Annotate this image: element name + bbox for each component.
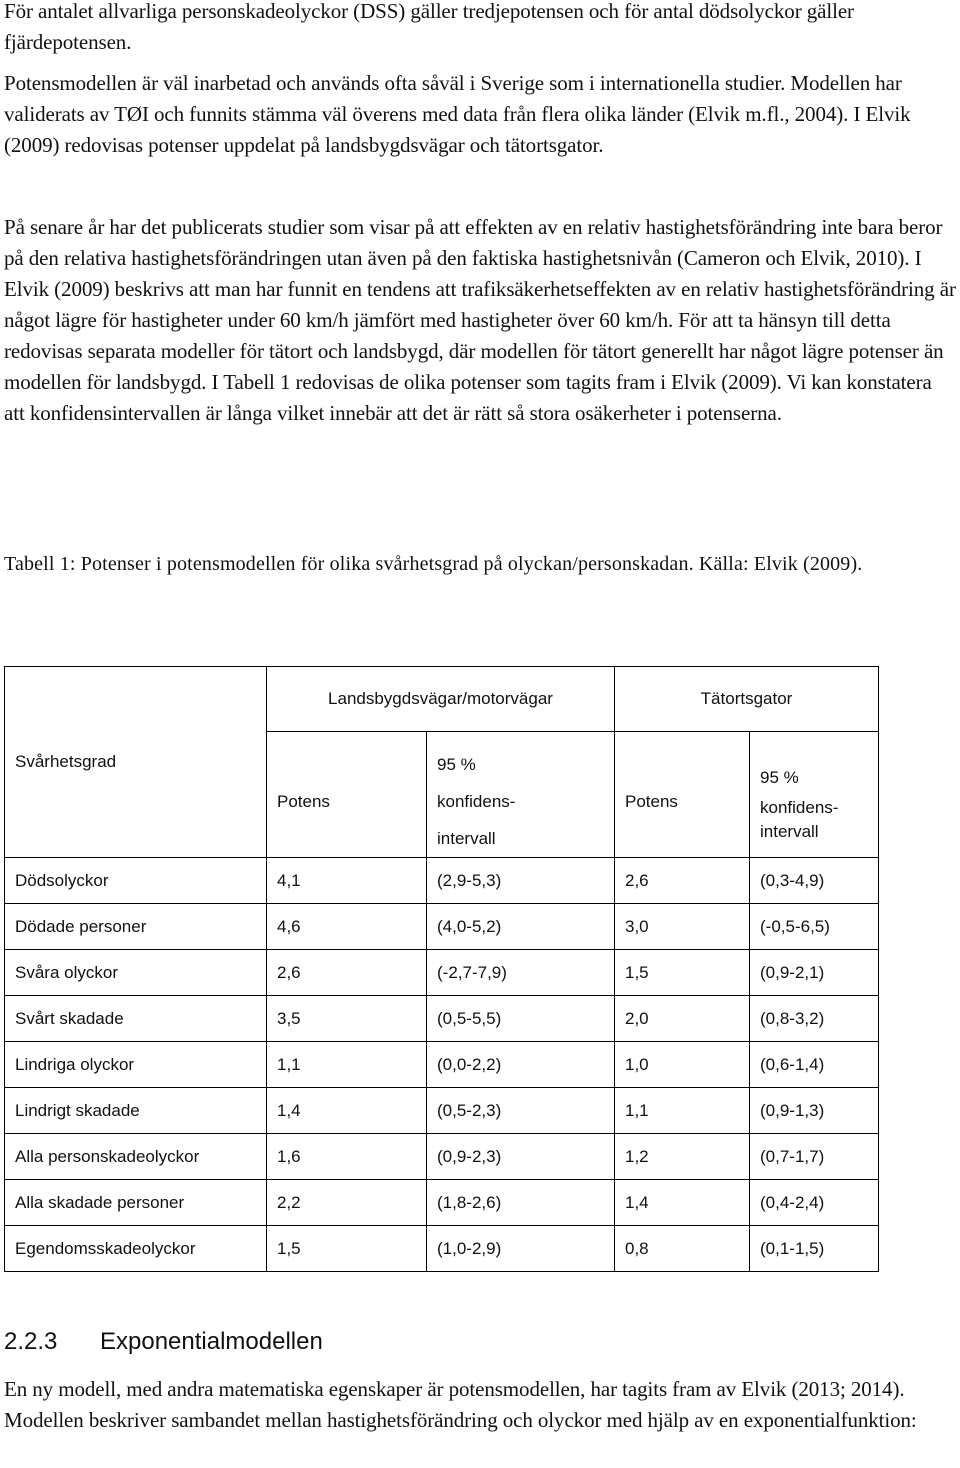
cell-potens-urban: 1,0 [615, 1042, 750, 1088]
table-row [5, 904, 879, 950]
cell-ci-rural: (1,8-2,6) [427, 1180, 615, 1226]
section-title: Exponentialmodellen [100, 1328, 323, 1355]
cell-severity: Lindriga olyckor [5, 1042, 267, 1088]
subheader-ci-rural-text [437, 746, 614, 857]
cell-severity: Svåra olyckor [5, 950, 267, 996]
cell-ci-rural: (0,9-2,3) [427, 1134, 615, 1180]
cell-potens-rural: 2,6 [267, 950, 427, 996]
subheader-ci-urban [750, 732, 879, 858]
cell-ci-rural: (4,0-5,2) [427, 904, 615, 950]
subheader-potens-urban [615, 732, 750, 858]
cell-potens-rural: 4,6 [267, 904, 427, 950]
table-body [5, 858, 879, 1272]
cell-potens-urban: 1,2 [615, 1134, 750, 1180]
section-heading [4, 1326, 323, 1358]
cell-potens-rural: 1,5 [267, 1226, 427, 1272]
cell-potens-rural: 1,6 [267, 1134, 427, 1180]
cell-potens-urban: 1,1 [615, 1088, 750, 1134]
ci-rural-line3: intervall [437, 829, 496, 848]
paragraph-speed-level-effects: På senare år har det publicerats studier som visar på att effekten av en relativ hastighetsförändring inte bara beror på den relativa hastighetsförändringen utan även på den faktiska hastighetsnivån (Cameron och Elvik, 2010). I Elvik (2009) beskrivs att man har funnit en tendens att trafiksäkerhetseffekten av en relativ hastighetsförändring är något lägre för hastigheter under 60 km/h jämfört med hastigheter över 60 km/h. För att ta hänsyn till detta redovisas separata modeller för tätort och landsbygd, där modellen för tätort generellt har något lägre potenser än modellen för landsbygd. I Tabell 1 redovisas de olika potenser som tagits fram i Elvik (2009). Vi kan konstatera att konfidensintervallen är långa vilket innebär att det är rätt så stora osäkerheter i potenserna. [4, 215, 956, 425]
subheader-potens-rural-label: Potens [277, 792, 330, 811]
table-row [5, 1180, 879, 1226]
subheader-ci-urban-text [760, 759, 878, 844]
cell-severity: Alla personskadeolyckor [5, 1134, 267, 1180]
cell-severity: Svårt skadade [5, 996, 267, 1042]
subheader-potens-urban-label: Potens [625, 792, 678, 811]
cell-ci-urban: (0,6-1,4) [750, 1042, 879, 1088]
cell-potens-rural: 4,1 [267, 858, 427, 904]
table-row [5, 996, 879, 1042]
cell-ci-rural: (-2,7-7,9) [427, 950, 615, 996]
subheader-ci-rural [427, 732, 615, 858]
ci-rural-line1: 95 % [437, 755, 476, 774]
table-row [5, 858, 879, 904]
cell-severity: Lindrigt skadade [5, 1088, 267, 1134]
subheader-potens-rural [267, 732, 427, 858]
cell-potens-urban: 1,4 [615, 1180, 750, 1226]
cell-ci-urban: (0,4-2,4) [750, 1180, 879, 1226]
header-severity-label: Svårhetsgrad [15, 752, 117, 771]
paragraph-exponential-model: En ny modell, med andra matematiska egenskaper är potensmodellen, har tagits fram av Elvik (2013; 2014). Modellen beskriver sambandet mellan hastighetsförändring och olyckor med hjälp av en exponentialfunktion: [4, 1377, 917, 1432]
power-table [4, 666, 879, 1272]
table-header-row [5, 667, 879, 732]
cell-ci-urban: (0,8-3,2) [750, 996, 879, 1042]
ci-urban-line1: 95 % [760, 768, 799, 787]
cell-potens-urban: 1,5 [615, 950, 750, 996]
ci-rural-line2: konfidens- [437, 792, 516, 811]
paragraph-power-model-validation: Potensmodellen är väl inarbetad och används ofta såväl i Sverige som i internationella studier. Modellen har validerats av TØI och funnits stämma väl överens med data från flera olika länder (Elvik m.fl., 2004). I Elvik (2009) redovisas potenser uppdelat på landsbygdsvägar och tätortsgator. [4, 71, 911, 157]
table-row [5, 1042, 879, 1088]
cell-severity: Dödsolyckor [5, 858, 267, 904]
paragraph-power-exponents: För antalet allvarliga personskadeolyckor (DSS) gäller tredjepotensen och för antal dödsolyckor gäller fjärdepotensen. [4, 0, 854, 54]
cell-ci-urban: (0,1-1,5) [750, 1226, 879, 1272]
cell-ci-urban: (0,3-4,9) [750, 858, 879, 904]
table-row [5, 1134, 879, 1180]
cell-ci-urban: (-0,5-6,5) [750, 904, 879, 950]
cell-potens-rural: 2,2 [267, 1180, 427, 1226]
cell-potens-rural: 3,5 [267, 996, 427, 1042]
table-row [5, 1226, 879, 1272]
cell-severity: Egendomsskadeolyckor [5, 1226, 267, 1272]
table-row [5, 950, 879, 996]
cell-potens-urban: 2,6 [615, 858, 750, 904]
table-row [5, 1088, 879, 1134]
cell-potens-urban: 0,8 [615, 1226, 750, 1272]
cell-ci-rural: (2,9-5,3) [427, 858, 615, 904]
cell-ci-urban: (0,9-2,1) [750, 950, 879, 996]
header-rural-roads: Landsbygdsvägar/motorvägar [267, 667, 615, 732]
ci-urban-line3: intervall [760, 822, 819, 841]
header-severity [5, 667, 267, 858]
section-number: 2.2.3 [4, 1328, 58, 1355]
cell-ci-rural: (1,0-2,9) [427, 1226, 615, 1272]
cell-potens-rural: 1,4 [267, 1088, 427, 1134]
cell-severity: Dödade personer [5, 904, 267, 950]
cell-ci-rural: (0,5-2,3) [427, 1088, 615, 1134]
header-urban-streets: Tätortsgator [615, 667, 879, 732]
cell-ci-urban: (0,7-1,7) [750, 1134, 879, 1180]
ci-urban-line2: konfidens- [760, 798, 839, 817]
table-caption: Tabell 1: Potenser i potensmodellen för olika svårhetsgrad på olyckan/personskadan. Källa: Elvik (2009). [4, 553, 863, 575]
cell-potens-urban: 2,0 [615, 996, 750, 1042]
cell-severity: Alla skadade personer [5, 1180, 267, 1226]
cell-ci-rural: (0,5-5,5) [427, 996, 615, 1042]
cell-potens-urban: 3,0 [615, 904, 750, 950]
cell-potens-rural: 1,1 [267, 1042, 427, 1088]
cell-ci-rural: (0,0-2,2) [427, 1042, 615, 1088]
cell-ci-urban: (0,9-1,3) [750, 1088, 879, 1134]
